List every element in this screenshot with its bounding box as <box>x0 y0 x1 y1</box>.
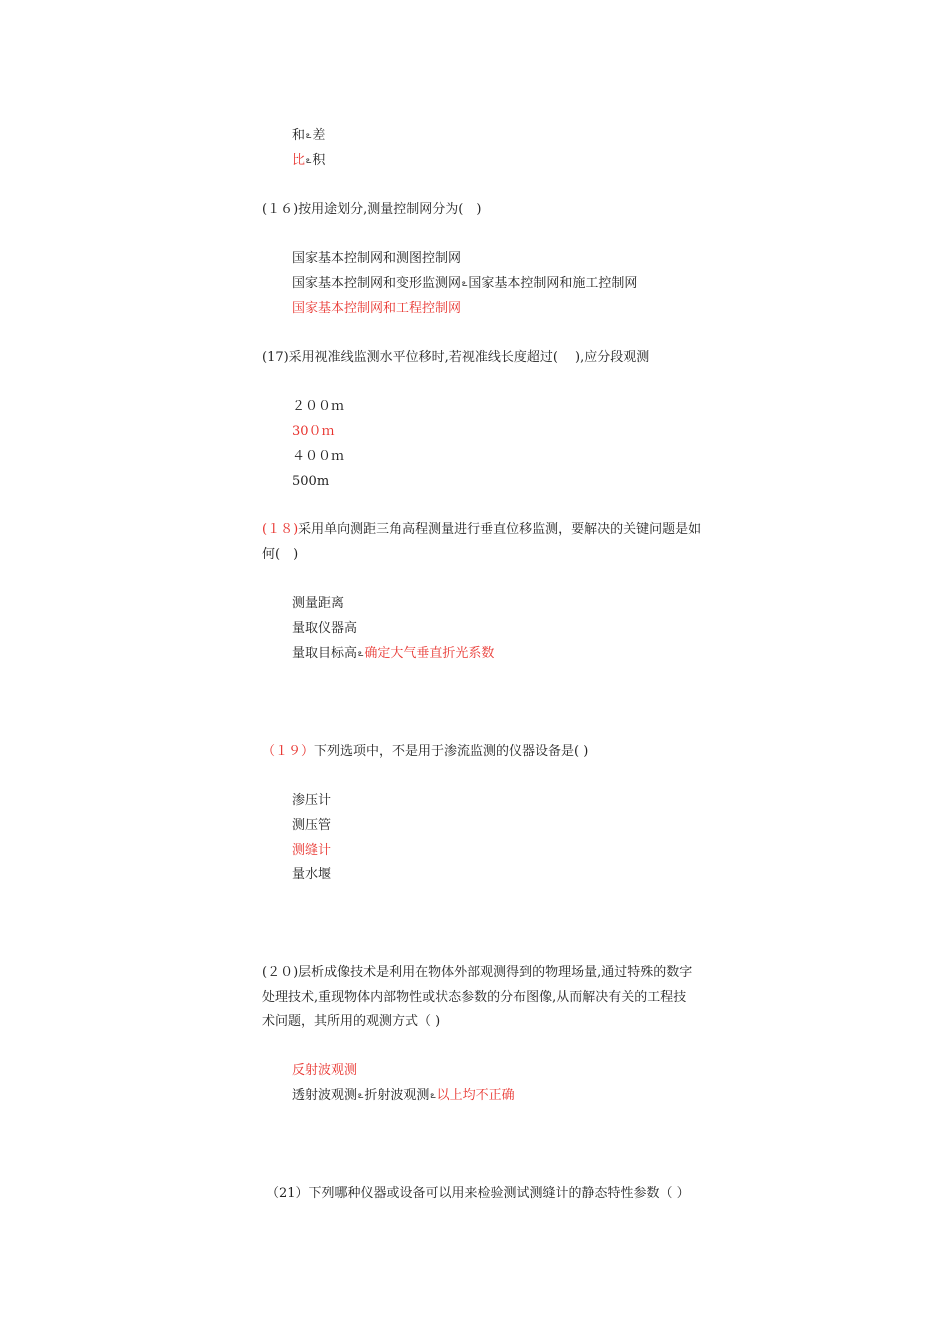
q19-question-number: （１９） <box>262 744 315 759</box>
q18-question-text: 采用单向测距三角高程测量进行垂直位移监测，要解决的关键问题是如 <box>298 522 702 537</box>
q20-options-row-2 <box>292 1087 515 1105</box>
q16-question: (１６)按用途划分,测量控制网分为( ) <box>262 202 482 217</box>
q19-option-c-answer: 测缝计 <box>292 843 332 858</box>
q15-option-c-answer: 比 <box>292 153 306 168</box>
q18-option-b: 量取仪器高 <box>292 621 358 636</box>
q15-option-b: 差 <box>312 128 326 143</box>
q18-option-c: 量取目标高 <box>292 646 358 661</box>
q16-option-b: 国家基本控制网和变形监测网 <box>292 276 462 291</box>
q15-options-row-2 <box>292 152 325 170</box>
bullet-icon: ఽ <box>358 649 364 659</box>
q19-question <box>262 743 588 761</box>
q18-option-d-answer: 确定大气垂直折光系数 <box>364 646 495 661</box>
bullet-icon: ఽ <box>462 279 468 289</box>
q20-option-c: 折射波观测 <box>364 1088 430 1103</box>
q17-option-d: 500m <box>292 474 330 489</box>
q16-option-d-answer: 国家基本控制网和工程控制网 <box>292 301 462 316</box>
q18-options-row-3 <box>292 645 494 663</box>
bullet-icon: ఽ <box>358 1091 364 1101</box>
q20-option-b: 透射波观测 <box>292 1088 358 1103</box>
q20-option-d-answer: 以上均不正确 <box>436 1088 515 1103</box>
q16-options-row-2 <box>292 275 637 293</box>
q17-question: (17)采用视准线监测水平位移时,若视准线长度超过( ),应分段观测 <box>262 350 650 365</box>
q19-option-b: 测压管 <box>292 818 332 833</box>
bullet-icon: ఽ <box>306 156 312 166</box>
q19-question-text: 下列选项中，不是用于渗流监测的仪器设备是( ) <box>314 744 589 759</box>
bullet-icon: ఽ <box>306 131 312 141</box>
q16-option-c: 国家基本控制网和施工控制网 <box>468 276 638 291</box>
q17-option-b-answer: 30０ｍ <box>292 424 335 439</box>
q18-question-line-1 <box>262 521 701 539</box>
q20-question-line-1: (２０)层析成像技术是利用在物体外部观测得到的物理场量,通过特殊的数字 <box>262 965 693 980</box>
q20-question-line-3: 术问题，其所用的观测方式（ ) <box>262 1014 441 1029</box>
q15-options-row-1 <box>292 127 325 145</box>
q16-option-a: 国家基本控制网和测图控制网 <box>292 251 462 266</box>
q18-question-number: (１８) <box>262 522 299 537</box>
q21-question: （21）下列哪种仪器或设备可以用来检验测试测缝计的静态特性参数（ ） <box>266 1186 690 1201</box>
q17-option-c: ４００ｍ <box>292 449 345 464</box>
q15-option-d: 积 <box>312 153 326 168</box>
q20-question-line-2: 处理技术,重现物体内部物性或状态参数的分布图像,从而解决有关的工程技 <box>262 990 687 1005</box>
q19-option-d: 量水堰 <box>292 867 332 882</box>
q18-option-a: 测量距离 <box>292 596 345 611</box>
q19-option-a: 渗压计 <box>292 793 332 808</box>
q17-option-a: ２００ｍ <box>292 399 345 414</box>
q20-option-a-answer: 反射波观测 <box>292 1063 358 1078</box>
bullet-icon: ఽ <box>430 1091 436 1101</box>
q15-option-a: 和 <box>292 128 306 143</box>
q18-question-line-2: 何( ) <box>262 547 299 562</box>
